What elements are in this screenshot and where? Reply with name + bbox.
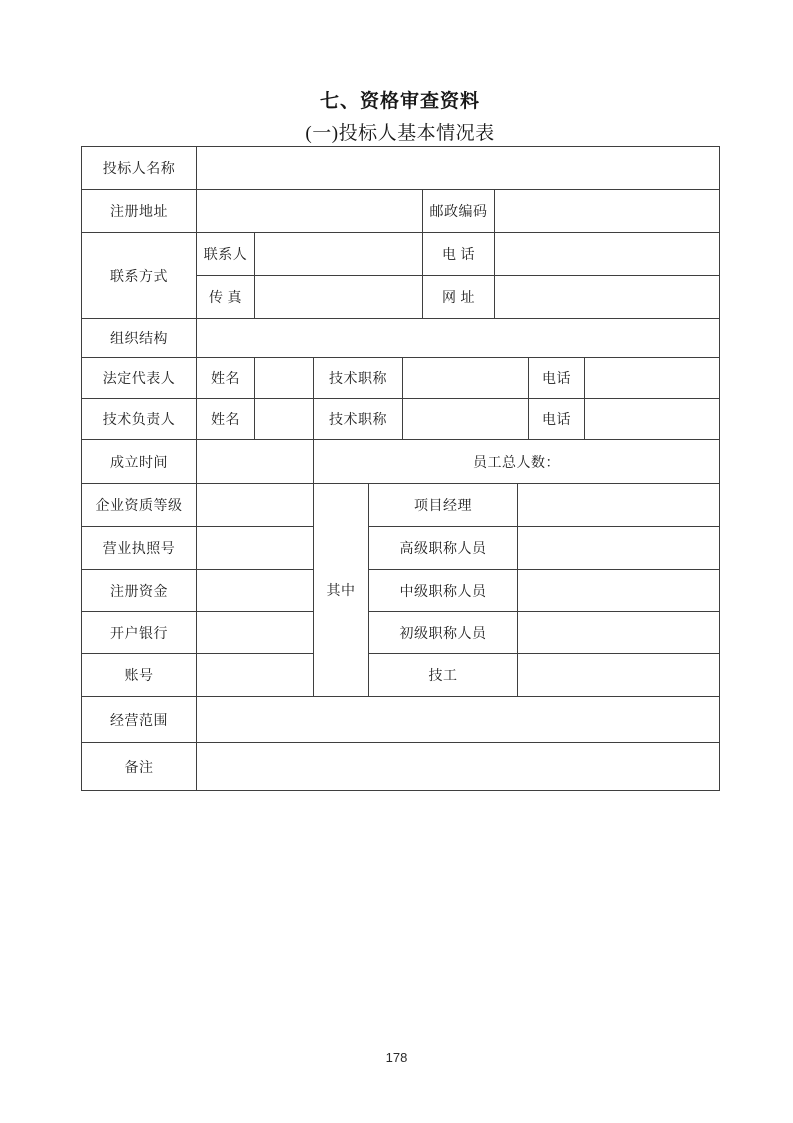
junior-title-value-cell[interactable] (518, 612, 720, 654)
section-title: 七、资格审查资料 (319, 91, 480, 112)
registered-capital-label-cell: 注册资金 (82, 570, 197, 612)
table-row (82, 697, 720, 743)
mid-title-label-cell: 中级职称人员 (369, 570, 518, 612)
legal-rep-name-label-cell: 姓名 (197, 358, 255, 399)
fax-value-cell[interactable] (255, 276, 423, 319)
bidder-name-value-cell[interactable] (197, 147, 720, 190)
skilled-worker-label-cell: 技工 (369, 654, 518, 697)
legal-rep-label-cell: 法定代表人 (82, 358, 197, 399)
project-manager-label-cell: 项目经理 (369, 484, 518, 527)
legal-rep-phone-value-cell[interactable] (585, 358, 720, 399)
account-value-cell[interactable] (197, 654, 314, 697)
remarks-value-cell[interactable] (197, 743, 720, 791)
table-row (82, 484, 720, 527)
table-row (82, 233, 720, 276)
contact-person-value-cell[interactable] (255, 233, 423, 276)
bank-label-cell: 开户银行 (82, 612, 197, 654)
fax-label-cell: 传 真 (197, 276, 255, 319)
table-row (82, 399, 720, 440)
website-value-cell[interactable] (495, 276, 720, 319)
business-license-value-cell[interactable] (197, 527, 314, 570)
bidder-info-table (81, 146, 720, 791)
business-license-label-cell: 营业执照号 (82, 527, 197, 570)
skilled-worker-value-cell[interactable] (518, 654, 720, 697)
tech-director-phone-value-cell[interactable] (585, 399, 720, 440)
business-scope-label-cell: 经营范围 (82, 697, 197, 743)
table-row (82, 147, 720, 190)
junior-title-label-cell: 初级职称人员 (369, 612, 518, 654)
table-row (82, 440, 720, 484)
contact-method-label-cell: 联系方式 (82, 233, 197, 319)
legal-rep-title-label-cell: 技术职称 (314, 358, 403, 399)
contact-person-label-cell: 联系人 (197, 233, 255, 276)
legal-rep-phone-label-cell: 电话 (529, 358, 585, 399)
project-manager-value-cell[interactable] (518, 484, 720, 527)
tech-director-label-cell: 技术负责人 (82, 399, 197, 440)
postal-code-value-cell[interactable] (495, 190, 720, 233)
total-employees-cell[interactable] (314, 440, 720, 484)
qualification-level-label-cell: 企业资质等级 (82, 484, 197, 527)
table-title: (一)投标人基本情况表 (305, 123, 495, 144)
postal-code-label-cell: 邮政编码 (423, 190, 495, 233)
table-row (82, 612, 720, 654)
table-row (82, 570, 720, 612)
table-row (82, 654, 720, 697)
website-label-cell: 网 址 (423, 276, 495, 319)
tech-director-title-label-cell: 技术职称 (314, 399, 403, 440)
legal-rep-name-value-cell[interactable] (255, 358, 314, 399)
contact-phone-label-cell: 电 话 (423, 233, 495, 276)
qualification-level-value-cell[interactable] (197, 484, 314, 527)
bank-value-cell[interactable] (197, 612, 314, 654)
table-row (82, 319, 720, 358)
org-structure-label-cell: 组织结构 (82, 319, 197, 358)
total-employees-label: 员工总人数： (473, 455, 560, 471)
table-row (82, 527, 720, 570)
tech-director-title-value-cell[interactable] (403, 399, 529, 440)
legal-rep-title-value-cell[interactable] (403, 358, 529, 399)
page-number: 178 (385, 1050, 408, 1065)
remarks-label-cell: 备注 (82, 743, 197, 791)
mid-title-value-cell[interactable] (518, 570, 720, 612)
business-scope-value-cell[interactable] (197, 697, 720, 743)
tech-director-name-label-cell: 姓名 (197, 399, 255, 440)
establish-time-label-cell: 成立时间 (82, 440, 197, 484)
table-row (82, 743, 720, 791)
registered-capital-value-cell[interactable] (197, 570, 314, 612)
bidder-name-label-cell: 投标人名称 (82, 147, 197, 190)
table-row (82, 190, 720, 233)
org-structure-value-cell[interactable] (197, 319, 720, 358)
tech-director-name-value-cell[interactable] (255, 399, 314, 440)
tech-director-phone-label-cell: 电话 (529, 399, 585, 440)
account-label-cell: 账号 (82, 654, 197, 697)
contact-phone-value-cell[interactable] (495, 233, 720, 276)
among-which-label-cell: 其中 (314, 484, 369, 697)
table-row (82, 358, 720, 399)
registered-address-value-cell[interactable] (197, 190, 423, 233)
registered-address-label-cell: 注册地址 (82, 190, 197, 233)
senior-title-label-cell: 高级职称人员 (369, 527, 518, 570)
establish-time-value-cell[interactable] (197, 440, 314, 484)
senior-title-value-cell[interactable] (518, 527, 720, 570)
